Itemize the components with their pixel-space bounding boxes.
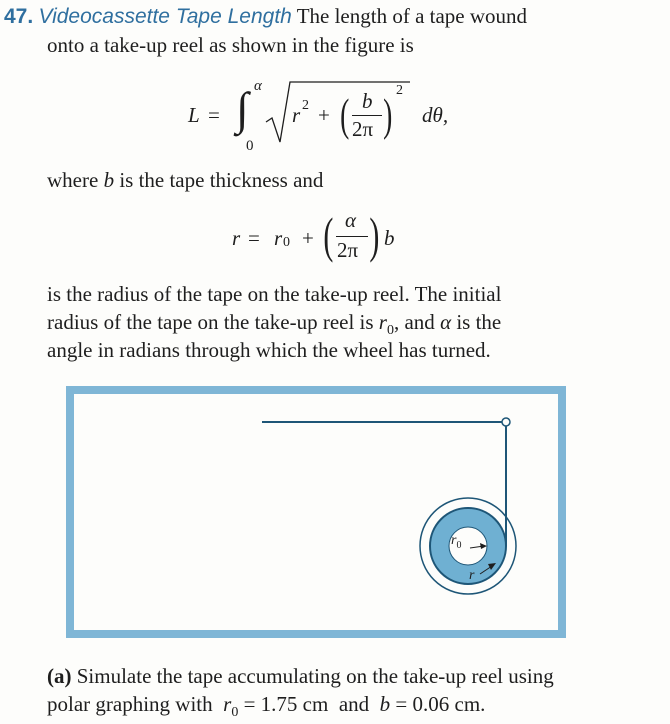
eq-L-left-paren: ( [340,89,350,140]
part-a-label: (a) [47,664,72,688]
eq-r-right-paren: ) [369,207,380,263]
part-a-text-2a: polar graphing with [47,692,213,716]
eq-L-frac-numerator: b [362,89,373,113]
part-a-eq1: = 1.75 cm [243,692,329,716]
eq-L-right-paren: ) [383,89,393,140]
eq-L-lhs: L [188,103,200,127]
eq-r-equals: = [248,226,260,250]
part-a-and: and [338,692,370,716]
label-r0: $r_0$ [451,533,462,551]
para-2a: radius of the tape on the take-up reel is [47,310,374,334]
where-word: where [47,168,99,192]
para-2c: is the [456,310,502,334]
eq-L-r-term: r [292,103,301,127]
para-2b: , and [393,310,435,334]
eq-r-left-paren: ( [323,207,334,263]
part-a-r0: r [223,692,232,716]
eq-r-frac-numerator: α [345,208,357,232]
eq-L-r-exponent: 2 [302,98,309,113]
guide-roller [502,418,510,426]
where-variable: b [103,168,115,192]
integral-sign: ∫ [236,83,249,134]
reel-figure [66,386,566,638]
part-a-r0-sub: 0 [231,705,239,721]
eq-r-b: b [384,226,395,250]
equation-r [0,0,670,280]
inline-r0-sub: 0 [386,323,394,339]
eq-L-plus: + [318,103,330,127]
part-a-line-2 [47,692,485,721]
eq-L-paren-exponent: 2 [396,83,403,98]
problem-title: Videocassette Tape Length [38,5,292,28]
eq-r-frac-denominator: 2π [337,238,359,262]
intro-line-1: The length of a tape wound [296,4,528,28]
part-a-text-1: Simulate the tape accumulating on the take-up reel using [76,664,554,688]
eq-L-equals: = [208,103,220,127]
part-a-eq2: = 0.06 cm. [395,692,486,716]
part-a-line-1 [47,664,554,689]
eq-r-r0-sub: 0 [283,235,290,250]
eq-r-lhs: r [232,226,241,250]
intro-line-2: onto a take-up reel as shown in the figure is [47,33,414,57]
eq-r-r0: r [274,226,283,250]
eq-r-plus: + [302,226,314,250]
part-a-b: b [379,692,391,716]
para-line-2 [47,310,501,339]
where-rest: is the tape thickness and [119,168,324,192]
eq-r-frac-bar [336,236,368,237]
para-line-3: angle in radians through which the wheel has turned. [47,338,491,362]
integral-lower-limit: 0 [246,138,254,154]
integral-upper-limit: α [254,78,262,94]
inline-alpha: α [440,310,452,334]
para-line-1: is the radius of the tape on the take-up reel. The initial [47,282,502,306]
reel-figure-svg [66,386,566,638]
label-r: r [469,568,475,583]
eq-L-dtheta: dθ, [422,103,449,127]
eq-L-frac-denominator: 2π [352,117,374,141]
inline-r0: r [378,310,387,334]
problem-number: 47. [4,5,34,28]
figure-frame [70,390,562,634]
